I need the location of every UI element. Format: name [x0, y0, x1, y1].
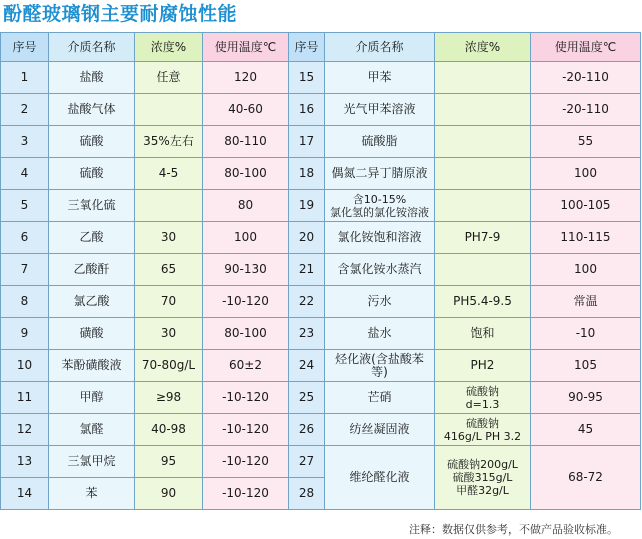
row-number: 4 — [1, 158, 49, 190]
medium-name: 磺酸 — [49, 318, 135, 350]
table-row — [1, 446, 641, 478]
medium-name: 乙酸 — [49, 222, 135, 254]
temperature: 45 — [531, 414, 641, 446]
header-temperature: 使用温度℃ — [531, 33, 641, 62]
temperature: -10-120 — [203, 382, 289, 414]
header-no: 序号 — [1, 33, 49, 62]
header-medium: 介质名称 — [325, 33, 435, 62]
medium-name: 盐水 — [325, 318, 435, 350]
temperature: 常温 — [531, 286, 641, 318]
table-row — [1, 254, 641, 286]
temperature: 40-60 — [203, 94, 289, 126]
row-number: 3 — [1, 126, 49, 158]
medium-name: 苯酚磺酸液 — [49, 350, 135, 382]
medium-name: 硫酸 — [49, 158, 135, 190]
table-row — [1, 382, 641, 414]
temperature: 60±2 — [203, 350, 289, 382]
temperature: 100 — [531, 254, 641, 286]
table-header-row — [1, 33, 641, 62]
row-number: 26 — [289, 414, 325, 446]
row-number: 14 — [1, 478, 49, 510]
concentration: 35%左右 — [135, 126, 203, 158]
concentration: 任意 — [135, 62, 203, 94]
row-number: 8 — [1, 286, 49, 318]
row-number: 15 — [289, 62, 325, 94]
row-number: 7 — [1, 254, 49, 286]
row-number: 17 — [289, 126, 325, 158]
concentration: 70 — [135, 286, 203, 318]
temperature: -10-120 — [203, 286, 289, 318]
temperature: 100-105 — [531, 190, 641, 222]
concentration: 硫酸钠 d=1.3 — [435, 382, 531, 414]
concentration: 40-98 — [135, 414, 203, 446]
medium-name: 三氧化硫 — [49, 190, 135, 222]
medium-name: 硫酸 — [49, 126, 135, 158]
medium-name: 氯化铵饱和溶液 — [325, 222, 435, 254]
medium-name: 甲醇 — [49, 382, 135, 414]
concentration — [435, 62, 531, 94]
temperature: -20-110 — [531, 62, 641, 94]
row-number: 18 — [289, 158, 325, 190]
table-row — [1, 350, 641, 382]
temperature: 80-100 — [203, 318, 289, 350]
table-row — [1, 414, 641, 446]
temperature: 80-110 — [203, 126, 289, 158]
concentration: 65 — [135, 254, 203, 286]
table-row — [1, 94, 641, 126]
row-number: 28 — [289, 478, 325, 510]
table-row — [1, 190, 641, 222]
table-row — [1, 286, 641, 318]
medium-name: 氯乙酸 — [49, 286, 135, 318]
row-number: 12 — [1, 414, 49, 446]
row-number: 22 — [289, 286, 325, 318]
row-number: 16 — [289, 94, 325, 126]
header-concentration: 浓度% — [135, 33, 203, 62]
temperature: 100 — [203, 222, 289, 254]
row-number: 6 — [1, 222, 49, 254]
row-number: 13 — [1, 446, 49, 478]
medium-name: 苯 — [49, 478, 135, 510]
medium-name: 硫酸脂 — [325, 126, 435, 158]
concentration: ≥98 — [135, 382, 203, 414]
temperature: 90-95 — [531, 382, 641, 414]
header-temperature: 使用温度℃ — [203, 33, 289, 62]
row-number: 27 — [289, 446, 325, 478]
concentration — [435, 126, 531, 158]
medium-name: 污水 — [325, 286, 435, 318]
temperature: 110-115 — [531, 222, 641, 254]
row-number: 23 — [289, 318, 325, 350]
medium-name: 乙酸酐 — [49, 254, 135, 286]
page-title: 酚醛玻璃钢主要耐腐蚀性能 — [3, 3, 238, 25]
concentration: 4-5 — [135, 158, 203, 190]
row-number: 19 — [289, 190, 325, 222]
header-concentration: 浓度% — [435, 33, 531, 62]
concentration: PH2 — [435, 350, 531, 382]
concentration — [435, 94, 531, 126]
corrosion-resistance-table — [0, 32, 641, 510]
row-number: 9 — [1, 318, 49, 350]
medium-name: 芒硝 — [325, 382, 435, 414]
medium-name: 甲苯 — [325, 62, 435, 94]
concentration: 30 — [135, 222, 203, 254]
footnote: 注释：数据仅供参考，不做产品验收标准。 — [409, 523, 618, 536]
row-number: 24 — [289, 350, 325, 382]
medium-name: 盐酸 — [49, 62, 135, 94]
temperature: 100 — [531, 158, 641, 190]
row-number: 5 — [1, 190, 49, 222]
concentration — [135, 190, 203, 222]
row-number: 11 — [1, 382, 49, 414]
temperature: 68-72 — [531, 446, 641, 510]
concentration: 95 — [135, 446, 203, 478]
row-number: 25 — [289, 382, 325, 414]
concentration: 30 — [135, 318, 203, 350]
medium-name: 氯醛 — [49, 414, 135, 446]
temperature: 120 — [203, 62, 289, 94]
medium-name: 含氯化铵水蒸汽 — [325, 254, 435, 286]
concentration: 硫酸钠 416g/L PH 3.2 — [435, 414, 531, 446]
temperature: -10-120 — [203, 446, 289, 478]
temperature: 80 — [203, 190, 289, 222]
concentration: 硫酸钠200g/L 硫酸315g/L 甲醛32g/L — [435, 446, 531, 510]
medium-name: 三氯甲烷 — [49, 446, 135, 478]
concentration — [435, 158, 531, 190]
header-no: 序号 — [289, 33, 325, 62]
concentration: 90 — [135, 478, 203, 510]
concentration — [435, 190, 531, 222]
temperature: -20-110 — [531, 94, 641, 126]
temperature: -10-120 — [203, 478, 289, 510]
temperature: -10 — [531, 318, 641, 350]
concentration — [135, 94, 203, 126]
temperature: 105 — [531, 350, 641, 382]
medium-name: 光气甲苯溶液 — [325, 94, 435, 126]
concentration: 70-80g/L — [135, 350, 203, 382]
row-number: 20 — [289, 222, 325, 254]
medium-name: 含10-15% 氯化氢的氯化铵溶液 — [325, 190, 435, 222]
row-number: 1 — [1, 62, 49, 94]
row-number: 21 — [289, 254, 325, 286]
medium-name: 盐酸气体 — [49, 94, 135, 126]
temperature: 90-130 — [203, 254, 289, 286]
medium-name: 维纶醛化液 — [325, 446, 435, 510]
concentration — [435, 254, 531, 286]
temperature: 80-100 — [203, 158, 289, 190]
temperature: -10-120 — [203, 414, 289, 446]
concentration: 饱和 — [435, 318, 531, 350]
table-row — [1, 62, 641, 94]
concentration: PH7-9 — [435, 222, 531, 254]
row-number: 2 — [1, 94, 49, 126]
temperature: 55 — [531, 126, 641, 158]
header-medium: 介质名称 — [49, 33, 135, 62]
concentration: PH5.4-9.5 — [435, 286, 531, 318]
table-row — [1, 158, 641, 190]
table-row — [1, 318, 641, 350]
medium-name: 纺丝凝固液 — [325, 414, 435, 446]
table-row — [1, 126, 641, 158]
row-number: 10 — [1, 350, 49, 382]
medium-name: 烃化液(含盐酸苯等) — [325, 350, 435, 382]
table-row — [1, 222, 641, 254]
medium-name: 偶氮二异丁腈原液 — [325, 158, 435, 190]
